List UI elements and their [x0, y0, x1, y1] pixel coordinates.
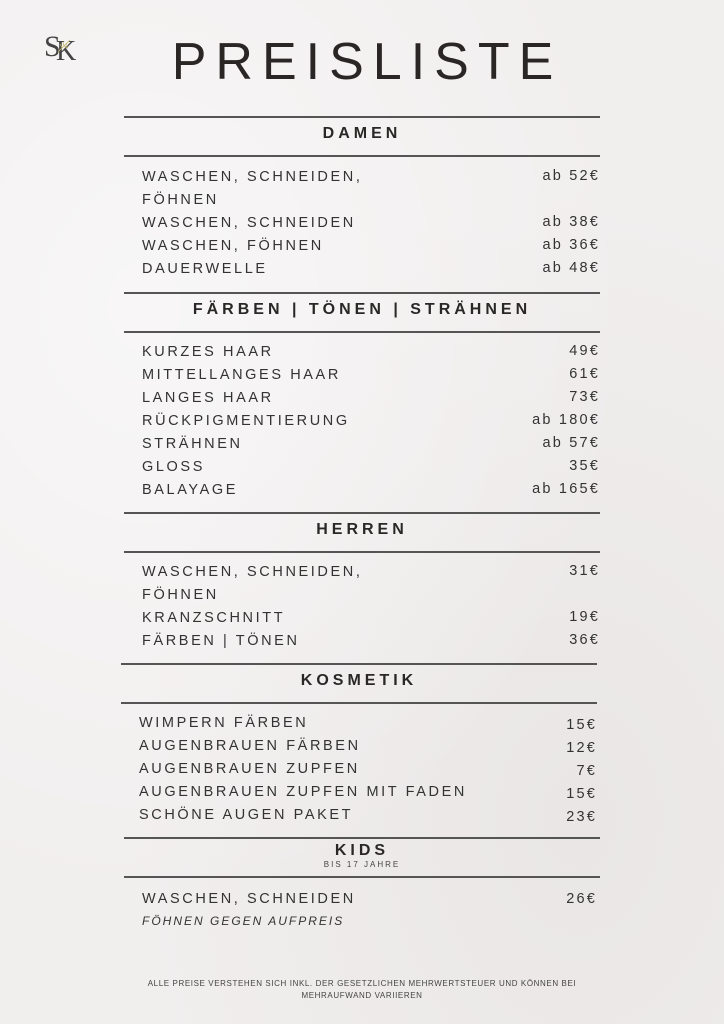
section-subtitle-kids: BIS 17 JAHRE — [323, 860, 401, 869]
divider — [124, 876, 600, 878]
section-title-kids: KIDS — [334, 842, 390, 859]
list-item: LANGES HAAR — [142, 390, 274, 406]
list-item: WASCHEN, FÖHNEN — [142, 238, 324, 254]
list-item: WASCHEN, SCHNEIDEN, — [142, 564, 363, 580]
item-price: 31€ — [569, 563, 600, 579]
divider — [121, 702, 597, 704]
divider — [124, 116, 600, 118]
item-price: 61€ — [569, 366, 600, 382]
list-item: DAUERWELLE — [142, 261, 268, 277]
item-price: ab 36€ — [542, 237, 600, 253]
list-item: WASCHEN, SCHNEIDEN, — [142, 169, 363, 185]
item-price: ab 180€ — [532, 412, 600, 428]
list-item: FÄRBEN | TÖNEN — [142, 633, 300, 649]
list-item: AUGENBRAUEN ZUPFEN MIT FADEN — [139, 784, 467, 800]
list-item: KURZES HAAR — [142, 344, 274, 360]
item-price: ab 57€ — [542, 435, 600, 451]
list-item: WASCHEN, SCHNEIDEN — [142, 891, 356, 907]
section-title-faerben: FÄRBEN | TÖNEN | STRÄHNEN — [192, 301, 532, 318]
section-title-damen: DAMEN — [322, 125, 402, 142]
list-item: STRÄHNEN — [142, 436, 243, 452]
list-item: KRANZSCHNITT — [142, 610, 286, 626]
divider — [124, 551, 600, 553]
list-item-continuation: FÖHNEN — [142, 192, 219, 208]
item-price: ab 38€ — [542, 214, 600, 230]
section-title-herren: HERREN — [316, 521, 408, 538]
divider — [124, 331, 600, 333]
list-item: RÜCKPIGMENTIERUNG — [142, 413, 350, 429]
list-item: BALAYAGE — [142, 482, 239, 498]
divider — [121, 663, 597, 665]
item-price: 19€ — [569, 609, 600, 625]
list-item: MITTELLANGES HAAR — [142, 367, 341, 383]
item-price: 12€ — [566, 740, 597, 756]
item-price: 73€ — [569, 389, 600, 405]
item-price: 35€ — [569, 458, 600, 474]
divider — [124, 837, 600, 839]
item-price: 7€ — [576, 763, 597, 779]
logo-letter-s: S — [44, 30, 61, 63]
footer-line-2: MEHRAUFWAND VARIIEREN — [301, 991, 423, 1000]
item-price: 26€ — [566, 891, 597, 907]
item-price: 36€ — [569, 632, 600, 648]
item-price: 15€ — [566, 786, 597, 802]
item-price: 49€ — [569, 343, 600, 359]
list-item: WIMPERN FÄRBEN — [139, 715, 309, 731]
page-title: PREISLISTE — [171, 33, 563, 91]
item-note: FÖHNEN GEGEN AUFPREIS — [142, 914, 345, 928]
item-price: ab 165€ — [532, 481, 600, 497]
logo-letter-k: K — [56, 36, 77, 67]
footer-disclaimer — [124, 978, 600, 1002]
footer-line-1: ALLE PREISE VERSTEHEN SICH INKL. DER GESETZLICHEN MEHRWERTSTEUER UND KÖNNEN BEI — [147, 979, 577, 988]
section-title-kosmetik: KOSMETIK — [300, 672, 418, 689]
list-item: AUGENBRAUEN ZUPFEN — [139, 761, 360, 777]
item-price: ab 52€ — [542, 168, 600, 184]
divider — [124, 292, 600, 294]
list-item: WASCHEN, SCHNEIDEN — [142, 215, 356, 231]
list-item: SCHÖNE AUGEN PAKET — [139, 807, 354, 823]
list-item-continuation: FÖHNEN — [142, 587, 219, 603]
item-price: 23€ — [566, 809, 597, 825]
divider — [124, 512, 600, 514]
list-item: GLOSS — [142, 459, 205, 475]
item-price: 15€ — [566, 717, 597, 733]
list-item: AUGENBRAUEN FÄRBEN — [139, 738, 361, 754]
divider — [124, 155, 600, 157]
item-price: ab 48€ — [542, 260, 600, 276]
